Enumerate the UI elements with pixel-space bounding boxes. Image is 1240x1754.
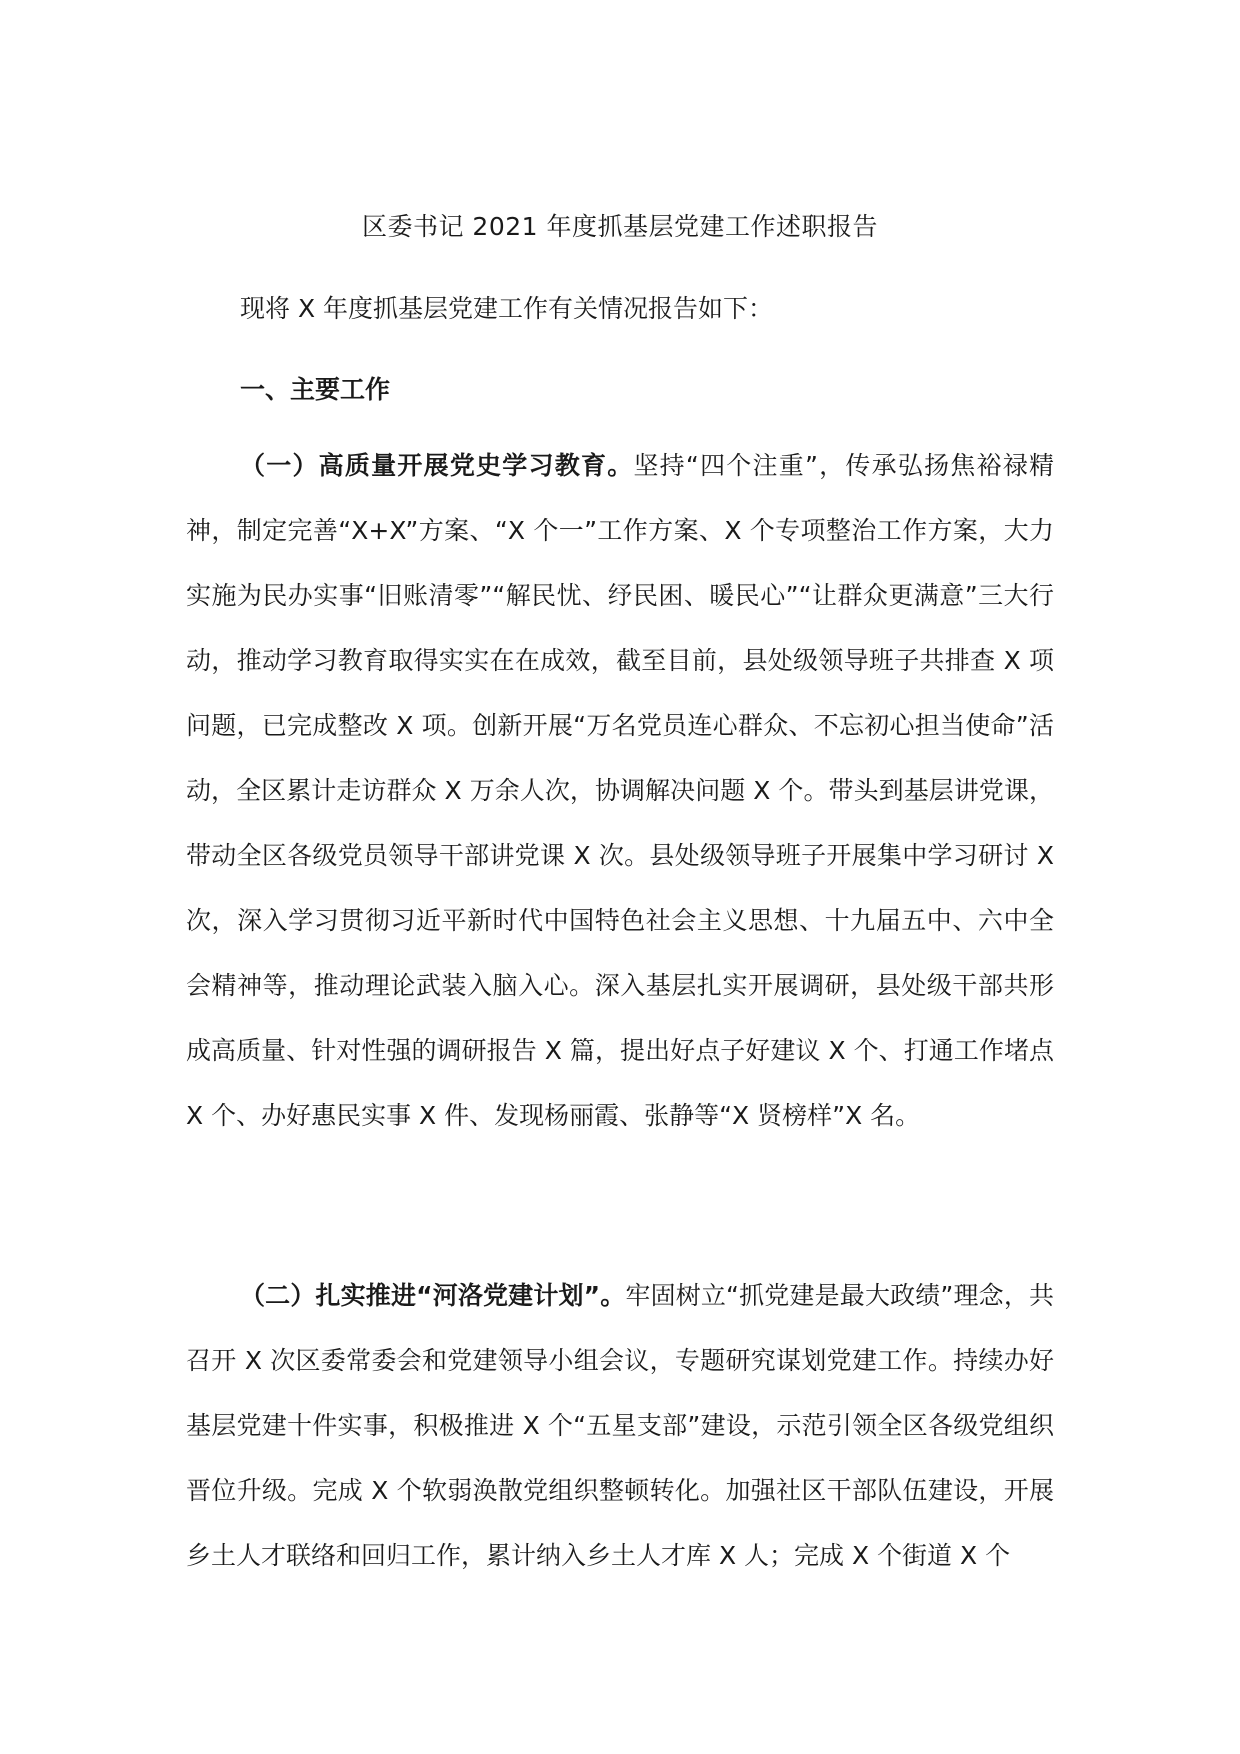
paragraph-party-history-education	[186, 433, 1054, 1148]
paragraph-lead-in: （一）高质量开展党史学习教育。	[240, 451, 634, 480]
paragraph-body: 坚持“四个注重”，传承弘扬焦裕禄精神，制定完善“X+X”方案、“X 个一”工作方案、X 个专项整治工作方案，大力实施为民办实事“旧账清零”“解民忧、纾民困、暖民心”“让群众更满意”三大行动，推动学习教育取得实实在在成效，截至目前，县处级领导班子共排查 X 项问题，已完成整改 X 项。创新开展“万名党员连心群众、不忘初心担当使命”活动，全区累计走访群众 X 万余人次，协调解决问题 X 个。带头到基层讲党课，带动全区各级党员领导干部讲党课 X 次。县处级领导班子开展集中学习研讨 X 次，深入学习贯彻习近平新时代中国特色社会主义思想、十九届五中、六中全会精神等，推动理论武装入脑入心。深入基层扎实开展调研，县处级干部共形成高质量、针对性强的调研报告 X 篇，提出好点子好建议 X 个、打通工作堵点 X 个、办好惠民实事 X 件、发现杨丽霞、张静等“X 贤榜样”X 名。	[186, 451, 1054, 1130]
paragraph-heluo-party-building-plan	[186, 1263, 1054, 1588]
section-heading-main-work: 一、主要工作	[240, 375, 391, 404]
document-title: 区委书记 2021 年度抓基层党建工作述职报告	[361, 212, 879, 241]
paragraph-body: 牢固树立“抓党建是最大政绩”理念，共召开 X 次区委常委会和党建领导小组会议，专题研究谋划党建工作。持续办好基层党建十件实事，积极推进 X 个“五星支部”建设，示范引领全区各级党组织晋位升级。完成 X 个软弱涣散党组织整顿转化。加强社区干部队伍建设，开展乡土人才联络和回归工作，累计纳入乡土人才库 X 人；完成 X 个街道 X 个	[186, 1281, 1054, 1570]
lead-sentence: 现将 X 年度抓基层党建工作有关情况报告如下：	[240, 294, 774, 323]
paragraph-lead-in: （二）扎实推进“河洛党建计划”。	[240, 1281, 626, 1310]
